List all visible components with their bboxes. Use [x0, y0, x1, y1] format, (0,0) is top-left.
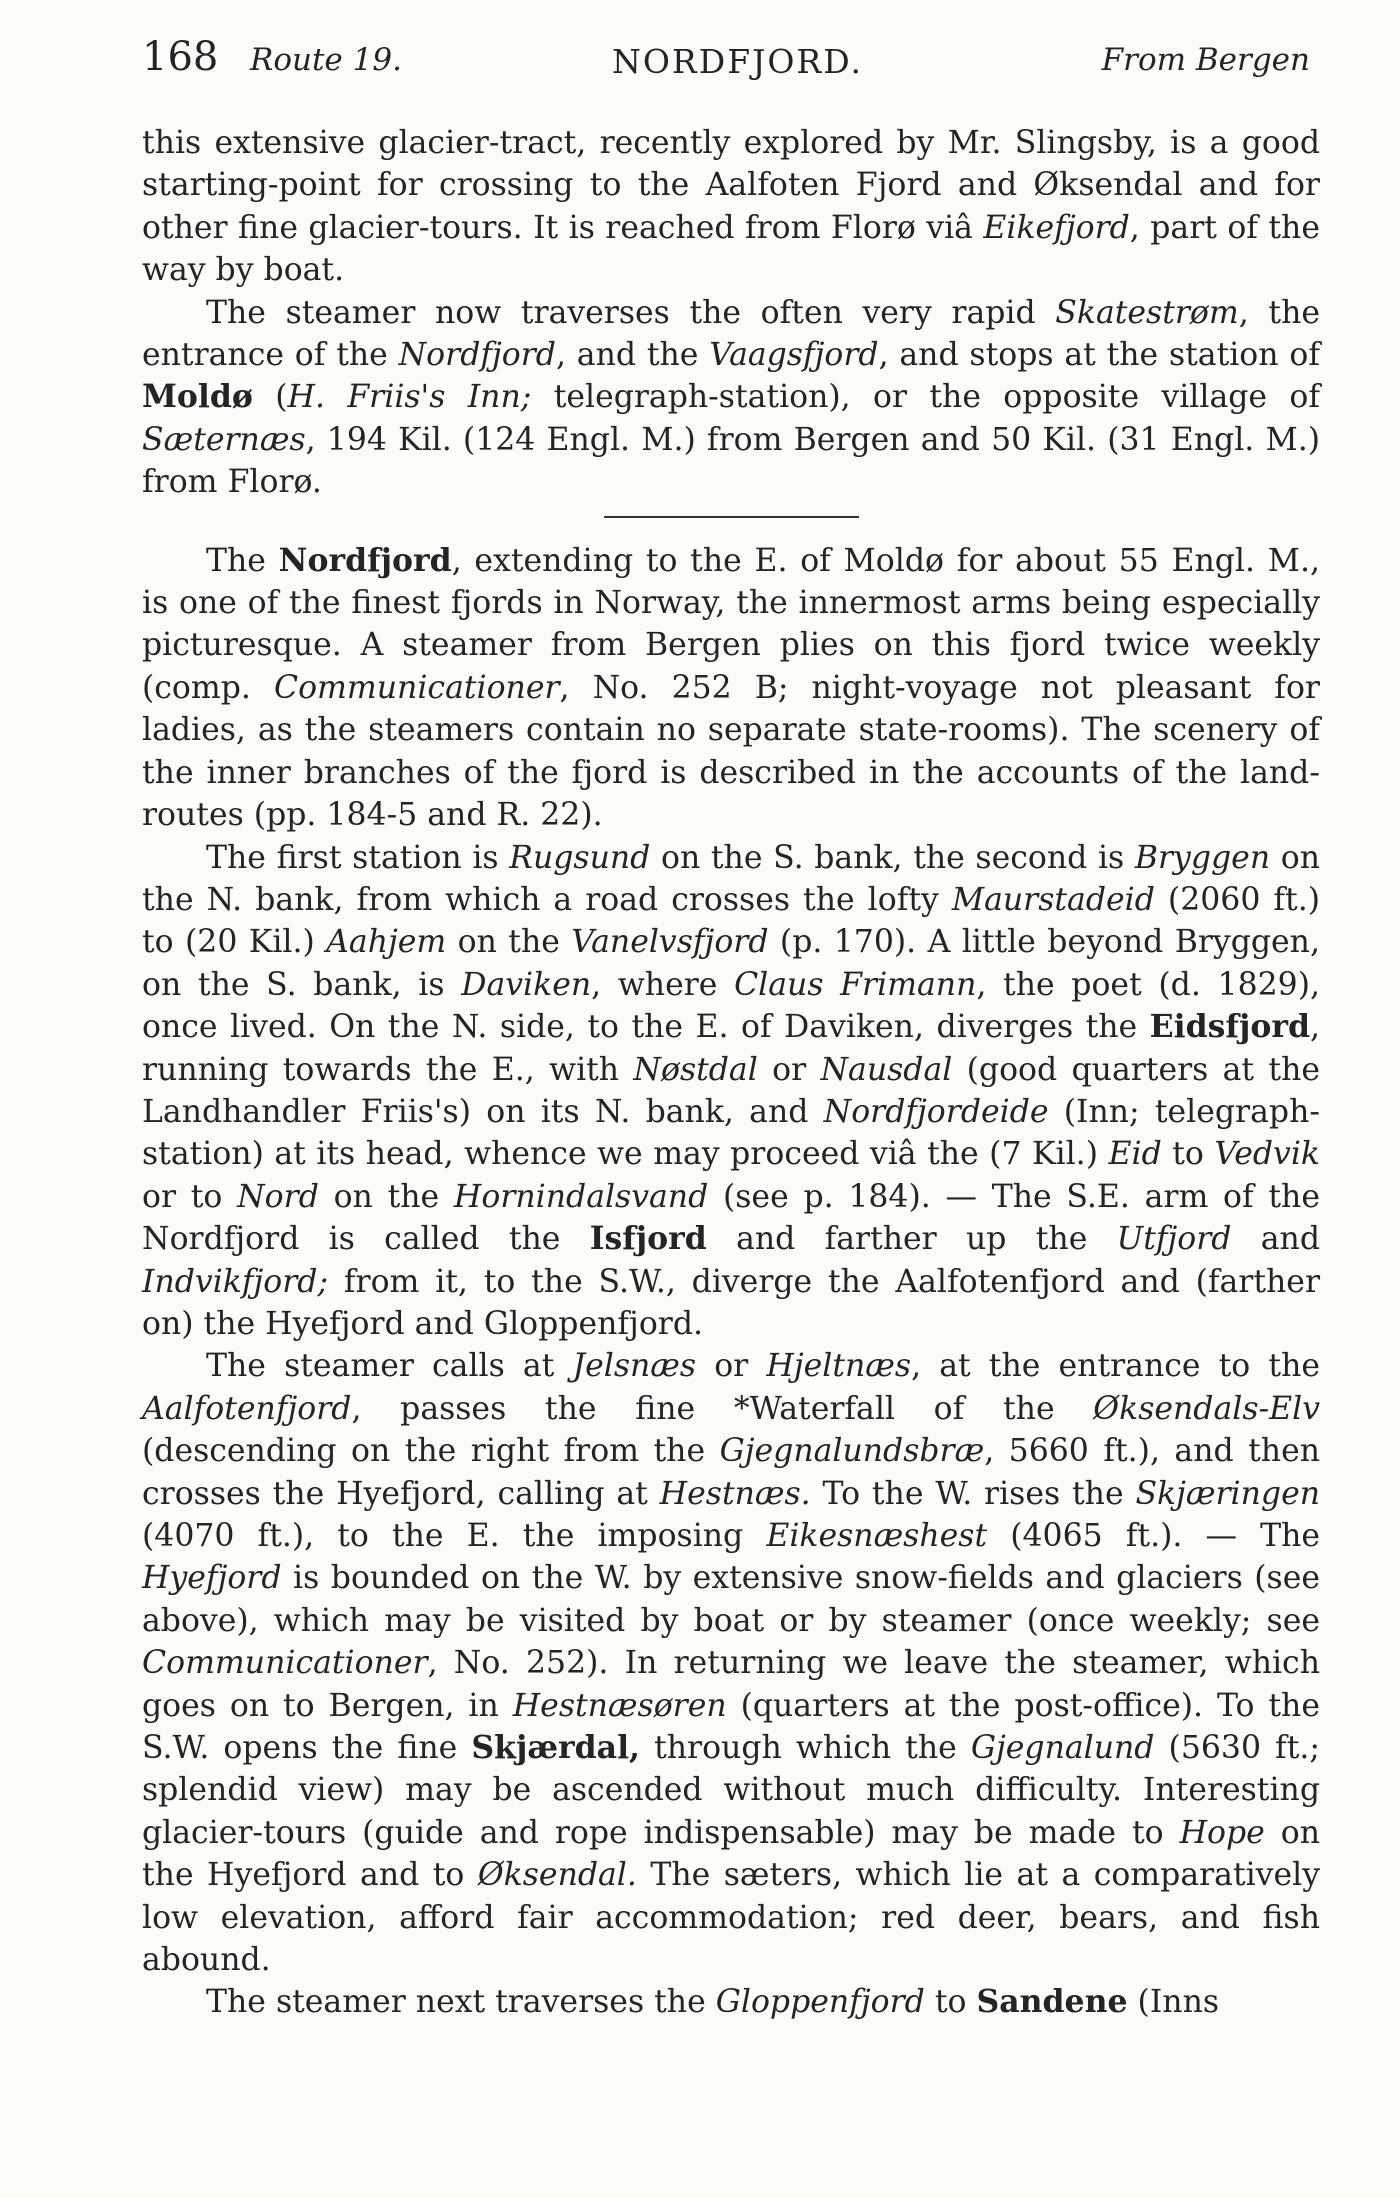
text-run: (see p. 184). — The S.E. arm of the Nordfjord is called the [142, 1178, 1320, 1258]
italic-text: Eid [1108, 1136, 1162, 1173]
text-run: , the entrance of the [142, 294, 1320, 374]
text-run: , extending to the E. of Moldø for about 55 Engl. M., is one of the finest fjords in Norway, the innermost arms being especially picturesque. A steamer from Bergen plies on this fjord twice weekly (comp. [142, 542, 1320, 706]
italic-text: Hjeltnæs [766, 1348, 912, 1385]
paragraph [142, 1345, 1320, 1981]
text-run: from it, to the S.W., diverge the Aalfotenfjord and (farther on) the Hyefjord and Gloppenfjord. [142, 1263, 1320, 1342]
text-run: , No. 252). In returning we leave the steamer, which goes on to Bergen, in [142, 1645, 1320, 1724]
text-run: The steamer calls at [206, 1348, 573, 1385]
text-run: , and the [555, 337, 710, 374]
text-run: , passes the fine *Waterfall of the [351, 1390, 1094, 1427]
text-run: (descending on the right from the [142, 1433, 720, 1470]
text-run: on the [446, 924, 572, 961]
italic-text: Maurstadeid [951, 881, 1155, 918]
body-text [142, 122, 1320, 2024]
italic-text: Øksendals-Elv [1093, 1390, 1320, 1427]
italic-text: Vanelvsfjord [571, 924, 769, 961]
section-divider [604, 516, 859, 518]
text-run: (4070 ft.), to the E. the imposing [142, 1518, 767, 1554]
text-run: on the N. bank, from which a road crosses the lofty [142, 839, 1321, 918]
text-run: , and stops at the station of [878, 337, 1320, 374]
italic-text: Indvikfjord; [142, 1263, 329, 1300]
italic-text: Rugsund [509, 839, 651, 876]
bold-text: Moldø [142, 378, 253, 416]
route-label: Route 19. [250, 42, 402, 78]
italic-text: Gjegnalundsbræ [719, 1433, 985, 1470]
text-run: The steamer next traverses the [206, 1984, 716, 2021]
italic-text: Nøstdal [633, 1051, 758, 1088]
italic-text: Eikefjord [983, 209, 1130, 246]
text-run: To the W. rises the [810, 1475, 1136, 1512]
italic-text: Sæternæs [142, 421, 306, 458]
italic-text: Hornindalsvand [453, 1178, 709, 1215]
italic-text: Nordfjord [398, 337, 556, 374]
text-run: to [1161, 1136, 1215, 1173]
text-run: through which the [640, 1730, 971, 1767]
page-number: 168 [142, 34, 219, 80]
text-run: , where [591, 966, 735, 1003]
bold-text: Nordfjord [278, 541, 452, 579]
italic-text: Bryggen [1134, 839, 1271, 876]
header-from: From Bergen [1101, 42, 1310, 78]
text-run: The [206, 542, 279, 579]
italic-text: Communicationer [273, 669, 560, 706]
italic-text: Claus Frimann [734, 966, 977, 1003]
italic-text: Skatestrøm [1055, 294, 1239, 331]
text-run: (good quarters at the Landhandler Friis's) on its N. bank, and [142, 1051, 1320, 1130]
text-run: , 5660 ft.), and then crosses the Hyefjord, calling at [142, 1433, 1321, 1512]
italic-text: Gjegnalund [970, 1730, 1155, 1767]
text-run: , part of the way by boat. [142, 209, 1320, 289]
text-run: The steamer now traverses the often very rapid [206, 294, 1056, 331]
paragraph [142, 837, 1320, 1346]
running-header [142, 28, 1310, 88]
text-run: to [924, 1984, 977, 2021]
text-run: (5630 ft.; splendid view) may be ascended without much difficulty. Interesting glacier-tours (guide and rope indispensable) may be made to [142, 1730, 1320, 1851]
italic-text: H. Friis's Inn; [287, 379, 532, 416]
text-run: , 194 Kil. (124 Engl. M.) from Bergen and 50 Kil. (31 Engl. M.) from Florø. [142, 421, 1320, 501]
text-run: ( [252, 379, 288, 416]
text-run: or to [142, 1178, 238, 1215]
text-run: or [696, 1348, 767, 1385]
text-run: this extensive glacier-tract, recently explored by Mr. Slingsby, is a good starting-point for crossing to the Aalfoten Fjord and Øksendal and for other fine glacier-tours. It is reached from Florø viâ [142, 125, 1320, 246]
italic-text: Skjæringen [1135, 1475, 1320, 1512]
italic-text: Øksendal. [477, 1857, 637, 1894]
text-run: (p. 170). A little beyond Bryggen, on the S. bank, is [142, 924, 1320, 1003]
italic-text: Vedvik [1214, 1136, 1320, 1173]
italic-text: Vaagsfjord [709, 337, 879, 374]
text-run: on the Hyefjord and to [142, 1814, 1320, 1894]
header-title: NORDFJORD. [612, 42, 864, 81]
bold-text: Isfjord [589, 1220, 707, 1258]
text-run: (quarters at the post-office). To the S.W. opens the fine [142, 1687, 1320, 1767]
text-run: on the S. bank, the second is [650, 839, 1135, 876]
italic-text: Communicationer [142, 1645, 428, 1682]
text-run: (4065 ft.). — The [987, 1518, 1321, 1554]
paragraph [142, 292, 1320, 504]
paragraph [142, 1981, 1320, 2023]
text-run: and farther up the [706, 1221, 1117, 1258]
paragraph [142, 122, 1320, 292]
text-run: , at the entrance to the [911, 1348, 1320, 1385]
italic-text: Hestnæsøren [512, 1687, 727, 1724]
text-run: , running towards the E., with [142, 1009, 1320, 1088]
italic-text: Jelsnæs [572, 1348, 697, 1385]
text-run: on the [318, 1178, 454, 1215]
italic-text: Utfjord [1116, 1221, 1232, 1258]
bold-text: Eidsfjord [1149, 1008, 1310, 1046]
text-run: is bounded on the W. by extensive snow-fields and glaciers (see above), which may be visited by boat or by steamer (once weekly; see [142, 1560, 1320, 1639]
italic-text: Nord [237, 1178, 319, 1215]
text-run: (2060 ft.) to (20 Kil.) [142, 881, 1321, 961]
italic-text: Gloppenfjord [715, 1984, 925, 2021]
italic-text: Nordfjordeide [823, 1093, 1049, 1130]
bold-text: Sandene [976, 1983, 1128, 2021]
italic-text: Aalfotenfjord [142, 1390, 352, 1427]
paragraph [142, 540, 1320, 837]
text-run: (Inns [1127, 1984, 1220, 2021]
text-run: telegraph-station), or the opposite village of [531, 379, 1320, 416]
italic-text: Hope [1179, 1814, 1265, 1851]
italic-text: Eikesnæshest [766, 1518, 988, 1554]
italic-text: Aahjem [326, 924, 447, 961]
italic-text: Daviken [461, 966, 592, 1003]
text-run: and [1231, 1221, 1320, 1258]
italic-text: Hyefjord [142, 1560, 282, 1597]
text-run: The first station is [206, 839, 510, 876]
text-run: (Inn; telegraph-station) at its head, whence we may proceed viâ the (7 Kil.) [142, 1093, 1320, 1173]
bold-text: Skjærdal, [471, 1729, 641, 1767]
italic-text: Nausdal [820, 1051, 953, 1088]
text-run: or [757, 1051, 821, 1088]
text-run: , No. 252 B; night-voyage not pleasant for ladies, as the steamers contain no separate state-rooms). The scenery of the inner branches of the fjord is described in the accounts of the land-routes (pp. 184-5 and R. 22). [142, 669, 1320, 834]
italic-text: Hestnæs. [659, 1475, 811, 1512]
text-run: The sæters, which lie at a comparatively low elevation, afford fair accommodation; red deer, bears, and fish abound. [142, 1857, 1320, 1979]
text-run: , the poet (d. 1829), once lived. On the N. side, to the E. of Daviken, diverges the [142, 966, 1320, 1046]
